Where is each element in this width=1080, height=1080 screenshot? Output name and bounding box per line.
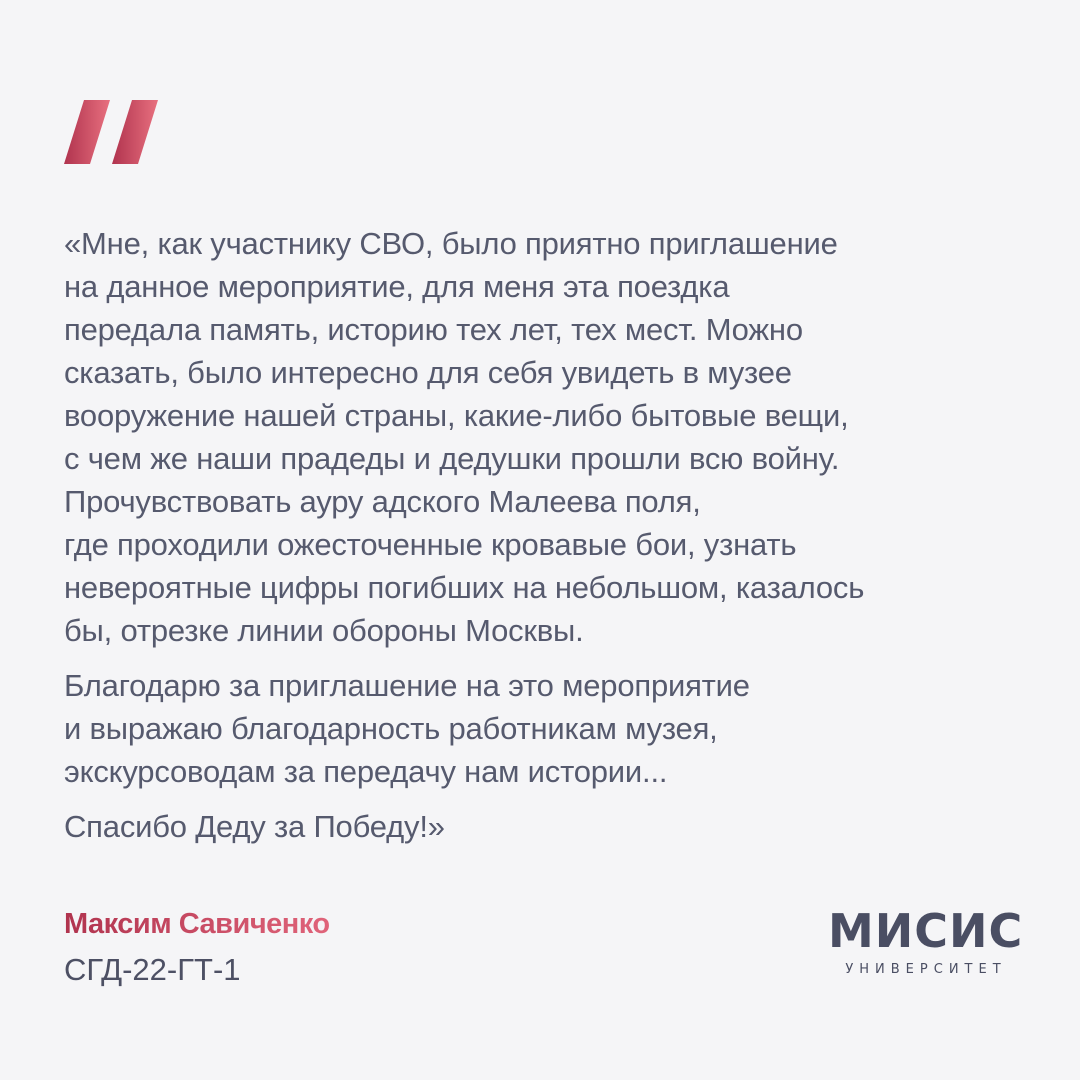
quote-line: Благодарю за приглашение на это мероприятие bbox=[64, 668, 750, 703]
quote-line: и выражаю благодарность работникам музея, bbox=[64, 711, 718, 746]
quote-line: экскурсоводам за передачу нам истории... bbox=[64, 754, 668, 789]
quote-paragraph-3 bbox=[64, 805, 1004, 848]
quote-line: «Мне, как участнику СВО, было приятно приглашение bbox=[64, 226, 838, 261]
quote-line: сказать, было интересно для себя увидеть в музее bbox=[64, 355, 792, 390]
logo-subtitle: УНИВЕРСИТЕТ bbox=[845, 962, 1007, 977]
quote-line: на данное мероприятие, для меня эта поездка bbox=[64, 269, 730, 304]
quote-line: вооружение нашей страны, какие-либо бытовые вещи, bbox=[64, 398, 849, 433]
author-group: СГД-22-ГТ-1 bbox=[64, 952, 241, 987]
quote-line: с чем же наши прадеды и дедушки прошли всю войну. bbox=[64, 441, 840, 476]
quote-mark-icon bbox=[64, 100, 158, 164]
logo-main-text: МИСИС bbox=[828, 904, 1024, 958]
quote-line: невероятные цифры погибших на небольшом, казалось bbox=[64, 570, 865, 605]
quote-line: где проходили ожесточенные кровавые бои, узнать bbox=[64, 527, 797, 562]
author-name: Максим Савиченко bbox=[64, 904, 330, 944]
quote-line: Спасибо Деду за Победу!» bbox=[64, 809, 445, 844]
paragraph-gap bbox=[64, 652, 1004, 664]
testimonial-quote bbox=[64, 222, 1004, 848]
quote-line: передала память, историю тех лет, тех мест. Можно bbox=[64, 312, 803, 347]
quote-paragraph-2 bbox=[64, 664, 1004, 793]
university-logo bbox=[828, 904, 1024, 978]
quote-paragraph-1 bbox=[64, 222, 1004, 652]
quote-line: Прочувствовать ауру адского Малеева поля, bbox=[64, 484, 701, 519]
quote-line: бы, отрезке линии обороны Москвы. bbox=[64, 613, 584, 648]
paragraph-gap bbox=[64, 793, 1004, 805]
